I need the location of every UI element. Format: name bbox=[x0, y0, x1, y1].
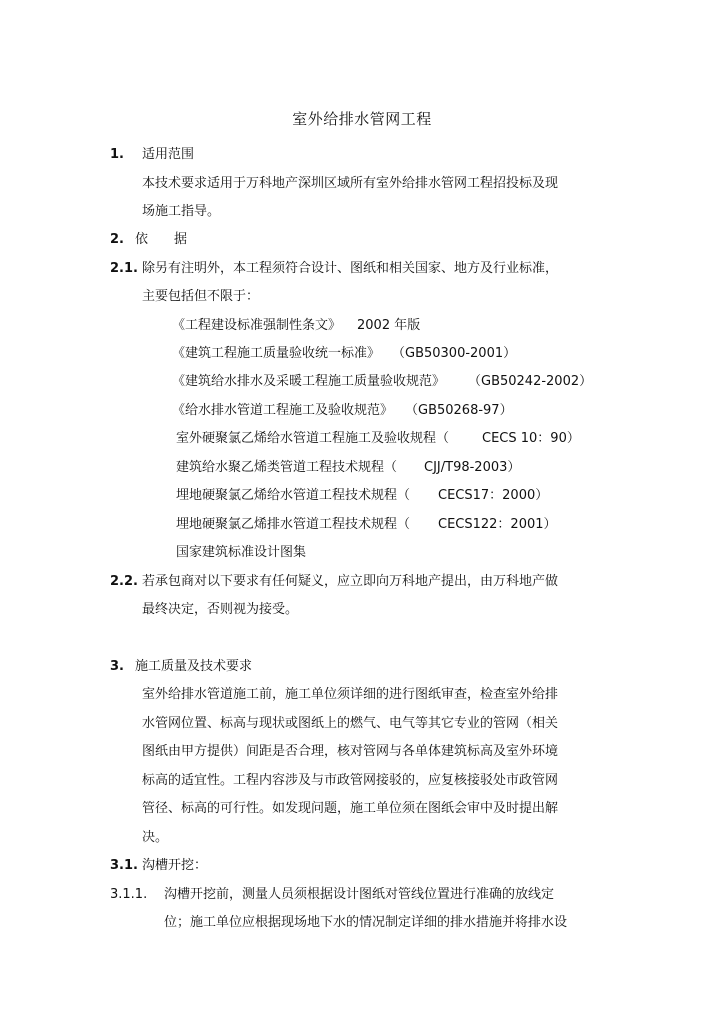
section-1-body-line-1: 本技术要求适用于万科地产深圳区域所有室外给排水管网工程招投标及现 bbox=[142, 176, 559, 191]
section-3-body-line-1: 室外给排水管道施工前，施工单位须详细的进行图纸审查，检查室外给排 bbox=[142, 687, 559, 702]
section-2-2-body-line-1: 若承包商对以下要求有任何疑义，应立即向万科地产提出，由万科地产做 bbox=[142, 574, 559, 589]
reference-code: （GB50300-2001） bbox=[392, 346, 517, 361]
section-2-1-body-line-1: 除另有注明外，本工程须符合设计、图纸和相关国家、地方及行业标准， bbox=[142, 261, 559, 276]
reference-code: CECS122：2001） bbox=[438, 517, 557, 532]
section-3-heading: 施工质量及技术要求 bbox=[135, 659, 253, 674]
section-3-1-heading: 沟槽开挖： bbox=[142, 858, 208, 873]
section-3-body-line-3: 图纸由甲方提供）间距是否合理，核对管网与各单体建筑标高及室外环境 bbox=[142, 744, 559, 759]
reference-name: 埋地硬聚氯乙烯排水管道工程技术规程（ bbox=[176, 517, 411, 532]
section-2-heading: 依 据 bbox=[135, 232, 188, 247]
reference-name: 《给水排水管道工程施工及验收规范》 bbox=[172, 403, 394, 418]
reference-code: （GB50268-97） bbox=[405, 403, 513, 418]
reference-name: 《工程建设标准强制性条文》 bbox=[172, 318, 342, 333]
section-3-1-1-number: 3.1.1. bbox=[110, 887, 148, 902]
section-2-2-body-line-2: 最终决定，否则视为接受。 bbox=[142, 602, 299, 617]
section-3-1-1-body-line-1: 沟槽开挖前，测量人员须根据设计图纸对管线位置进行准确的放线定 bbox=[164, 887, 555, 902]
reference-name: 室外硬聚氯乙烯给水管道工程施工及验收规程（ bbox=[176, 431, 450, 446]
section-3-number: 3. bbox=[110, 659, 124, 674]
section-2-1-number: 2.1. bbox=[110, 261, 138, 276]
reference-name: 国家建筑标准设计图集 bbox=[176, 545, 307, 560]
reference-name: 《建筑工程施工质量验收统一标准》 bbox=[172, 346, 381, 361]
section-1-body-line-2: 场施工指导。 bbox=[142, 204, 221, 219]
reference-code: （GB50242-2002） bbox=[468, 374, 593, 389]
section-1-number: 1. bbox=[110, 147, 124, 162]
reference-code: CECS17：2000） bbox=[438, 488, 549, 503]
reference-code: CJJ/T98-2003） bbox=[424, 460, 521, 475]
section-3-1-1-body-line-2: 位；施工单位应根据现场地下水的情况制定详细的排水措施并将排水设 bbox=[164, 915, 568, 930]
section-2-1-body-line-2: 主要包括但不限于： bbox=[142, 289, 260, 304]
reference-name: 建筑给水聚乙烯类管道工程技术规程（ bbox=[176, 460, 398, 475]
section-3-body-line-6: 决。 bbox=[142, 830, 169, 845]
document-title: 室外给排水管网工程 bbox=[292, 110, 432, 128]
reference-name: 埋地硬聚氯乙烯给水管道工程技术规程（ bbox=[176, 488, 411, 503]
section-3-body-line-2: 水管网位置、标高与现状或图纸上的燃气、电气等其它专业的管网（相关 bbox=[142, 716, 559, 731]
section-2-number: 2. bbox=[110, 232, 124, 247]
section-2-2-number: 2.2. bbox=[110, 574, 138, 589]
section-3-1-number: 3.1. bbox=[110, 858, 138, 873]
reference-name: 《建筑给水排水及采暖工程施工质量验收规范》 bbox=[172, 374, 446, 389]
section-1-heading: 适用范围 bbox=[142, 147, 195, 162]
reference-code: 2002 年版 bbox=[357, 318, 421, 333]
section-3-body-line-5: 管径、标高的可行性。如发现问题，施工单位须在图纸会审中及时提出解 bbox=[142, 801, 559, 816]
section-3-body-line-4: 标高的适宜性。工程内容涉及与市政管网接驳的，应复核接驳处市政管网 bbox=[142, 773, 559, 788]
reference-code: CECS 10：90） bbox=[482, 431, 580, 446]
